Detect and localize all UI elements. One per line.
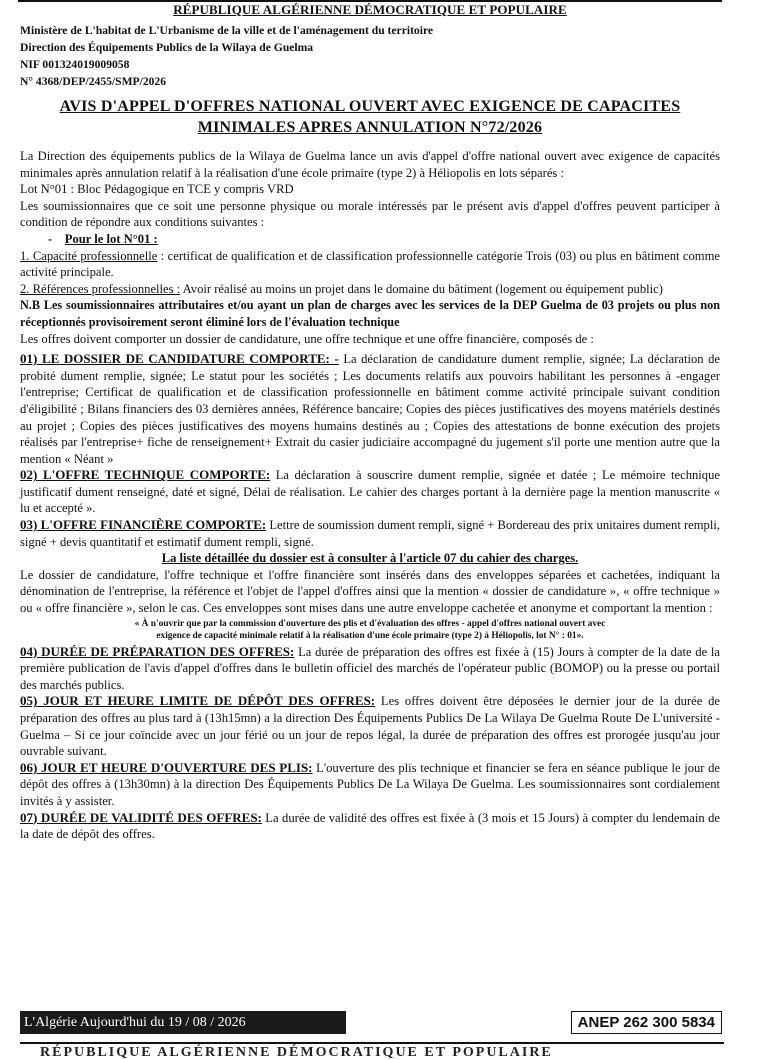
notice-title — [20, 96, 720, 138]
newspaper-date: L'Algérie Aujourd'hui du 19 / 08 / 2026 — [20, 1011, 346, 1034]
section-07-heading: 07) DURÉE DE VALIDITÉ DES OFFRES: — [20, 809, 262, 825]
section-04-text: La durée de préparation des offres est fixée à (15) Jours à compter de la date de la première publication de l'avis d'appel d'offres dans le bulletin officiel des marchés de l'opérateur public (BOMOP) ou la presse ou portail des marchés publics. — [20, 644, 720, 692]
section-05-heading: 05) JOUR ET HEURE LIMITE DE DÉPÔT DES OFFRES: — [20, 693, 376, 709]
envelope-mention-line1: « À n'ouvrir que par la commission d'ouverture des plis et d'évaluation des offres - appel d'offres national ouvert avec — [134, 618, 606, 629]
section-06-heading: 06) JOUR ET HEURE D'OUVERTURE DES PLIS: — [20, 759, 313, 775]
condition-2-text: Avoir réalisé au moins un projet dans le domaine du bâtiment (logement ou équipement public) — [180, 281, 663, 296]
section-01-text: La déclaration de candidature dument remplie, signée; La déclaration de probité dument remplie, signée; Le statut pour les sociétés ; Les documents relatifs aux pouvoirs habilitant les personnes à -engager l'entreprise; Certificat de qualification et de classification professionnelle en bâtiment comme activité principale suivant condition d'éligibilité ; Bilans financiers des 03 dernières années, Référence bancaire; Copies des pièces justificatives des moyens matériels destinés au projet ; Copies des pièces justificatives des moyens humains destinés au ; Copies des attestations de bonne exécution des projets réalisés par l'entreprise+ fiche de renseignement+ Extrait du casier judiciaire accompagné du jugement s'il porte une mention autre que la mention « Néant » — [20, 352, 720, 466]
next-notice-cut: RÉPUBLIQUE ALGÉRIENNE DÉMOCRATIQUE ET POPULAIRE — [40, 1045, 553, 1060]
section-01 — [20, 351, 720, 467]
notice — [20, 0, 720, 843]
ministry-line: Ministère de L'habitat de L'Urbanisme de la ville et de l'aménagement du territoire — [20, 24, 434, 37]
section-02-text: La déclaration à souscrire dument remplie, signée et datée ; Le mémoire technique justificatif dument renseigné, daté et signé, Délai de réalisation. Le cahier des charges portant à la dernière page la mention manuscrite « lu et accepté ». — [20, 468, 720, 516]
liste-note: La liste détaillée du dossier est à consulter à l'article 07 du cahier des charges. — [161, 551, 579, 566]
section-03 — [20, 517, 720, 550]
condition-2-label: 2. Références professionnelles : — [20, 281, 181, 296]
section-07 — [20, 810, 720, 843]
section-06 — [20, 760, 720, 810]
direction-line: Direction des Équipements Publics de la Wilaya de Guelma — [20, 41, 314, 54]
section-02 — [20, 467, 720, 517]
bottom-rule — [20, 1042, 724, 1044]
lot-line: Lot N°01 : Bloc Pédagogique en TCE y compris VRD — [20, 182, 294, 197]
nif-line: NIF 001324019009058 — [20, 58, 130, 71]
nb-note: N.B Les soumissionnaires attributaires et/ou ayant un plan de charges avec les services de la DEP Guelma de 03 projets ou plus non réceptionnés provisoirement seront éliminé lors de l'évaluation technique — [20, 298, 720, 329]
envelope-mention — [20, 618, 720, 642]
section-05 — [20, 693, 720, 759]
lot-bullet: - — [48, 231, 53, 246]
anep-reference: ANEP 262 300 5834 — [571, 1011, 722, 1034]
envelope-mention-line2: exigence de capacité minimale relatif à la réalisation d'une école primaire (type 2) à Héliopolis, lot N° : 01». — [156, 630, 584, 641]
condition-1-text: : certificat de qualification et de classification professionnelle catégorie Trois (03) ou plus en bâtiment comme activité principale. — [20, 248, 720, 280]
section-05-text: Les offres doivent être déposées le dernier jour de la durée de préparation des offres au plus tard à (13h15mn) a la direction Des Équipements Publics De La Wilaya De Guelma Route De L'université - Guelma – Si ce jour coïncide avec un jour férié ou un jour de repos légal, la durée de préparation des offres est prorogée jusqu'au jour ouvrable suivant. — [20, 694, 720, 759]
footer — [20, 1011, 722, 1036]
notice-title-line1: AVIS D'APPEL D'OFFRES NATIONAL OUVERT AVEC EXIGENCE DE CAPACITES — [59, 98, 681, 115]
section-02-heading: 02) L'OFFRE TECHNIQUE COMPORTE: — [20, 467, 271, 483]
dossier-intro: Les offres doivent comporter un dossier de candidature, une offre technique et une offre financière, composés de : — [20, 331, 594, 346]
condition-1 — [20, 248, 720, 281]
condition-1-label: 1. Capacité professionnelle — [20, 248, 158, 263]
section-03-text: Lettre de soumission dument rempli, signé + Bordereau des prix unitaires dument rempli, signé + devis quantitatif et estimatif dument rempli, signé. — [20, 518, 720, 549]
condition-2 — [20, 281, 720, 298]
lot-heading-text: Pour le lot N°01 : — [64, 231, 158, 246]
eligibility-paragraph: Les soumissionnaires que ce soit une personne physique ou morale intéressés par le présent avis d'appel d'offres peuvent participer à condition de répondre aux conditions suivantes : — [20, 198, 720, 230]
reference-line: N° 4368/DEP/2455/SMP/2026 — [20, 75, 167, 88]
notice-title-line2: MINIMALES APRES ANNULATION N°72/2026 — [197, 119, 543, 136]
section-04-heading: 04) DURÉE DE PRÉPARATION DES OFFRES: — [20, 643, 295, 659]
intro-paragraph: La Direction des équipements publics de la Wilaya de Guelma lance un avis d'appel d'offre national ouvert avec exigence de capacités minimales après annulation relatif à la réalisation d'une école primaire (type 2) à Héliopolis en lots séparés : — [20, 149, 720, 180]
section-04 — [20, 644, 720, 694]
section-06-text: L'ouverture des plis technique et financier se fera en séance publique le jour de dépôt des offres à (13h30mn) à la direction Des Équipements Publics De La Wilaya De Guelma. Les soumissionnaires sont cordialement invités à y assister. — [20, 760, 721, 808]
lot-heading — [20, 231, 720, 248]
section-03-heading: 03) L'OFFRE FINANCIÈRE COMPORTE: — [20, 517, 267, 533]
section-01-heading: 01) LE DOSSIER DE CANDIDATURE COMPORTE: - — [20, 351, 339, 367]
section-07-text: La durée de validité des offres est fixée à (3 mois et 15 Jours) à compter du lendemain de la date de dépôt des offres. — [20, 810, 720, 842]
republic-heading: RÉPUBLIQUE ALGÉRIENNE DÉMOCRATIQUE ET POPULAIRE — [173, 2, 567, 17]
envelopes-paragraph: Le dossier de candidature, l'offre technique et l'offre financière sont insérés dans des enveloppes séparées et cachetées, indiquant la dénomination de l'entreprise, la référence et l'objet de l'appel d'offres ainsi que la mention « dossier de candidature », « offre technique » ou « offre financière », selon le cas. Ces enveloppes sont mises dans une autre enveloppe cachetée et anonyme et comportant la mention : — [20, 567, 720, 616]
